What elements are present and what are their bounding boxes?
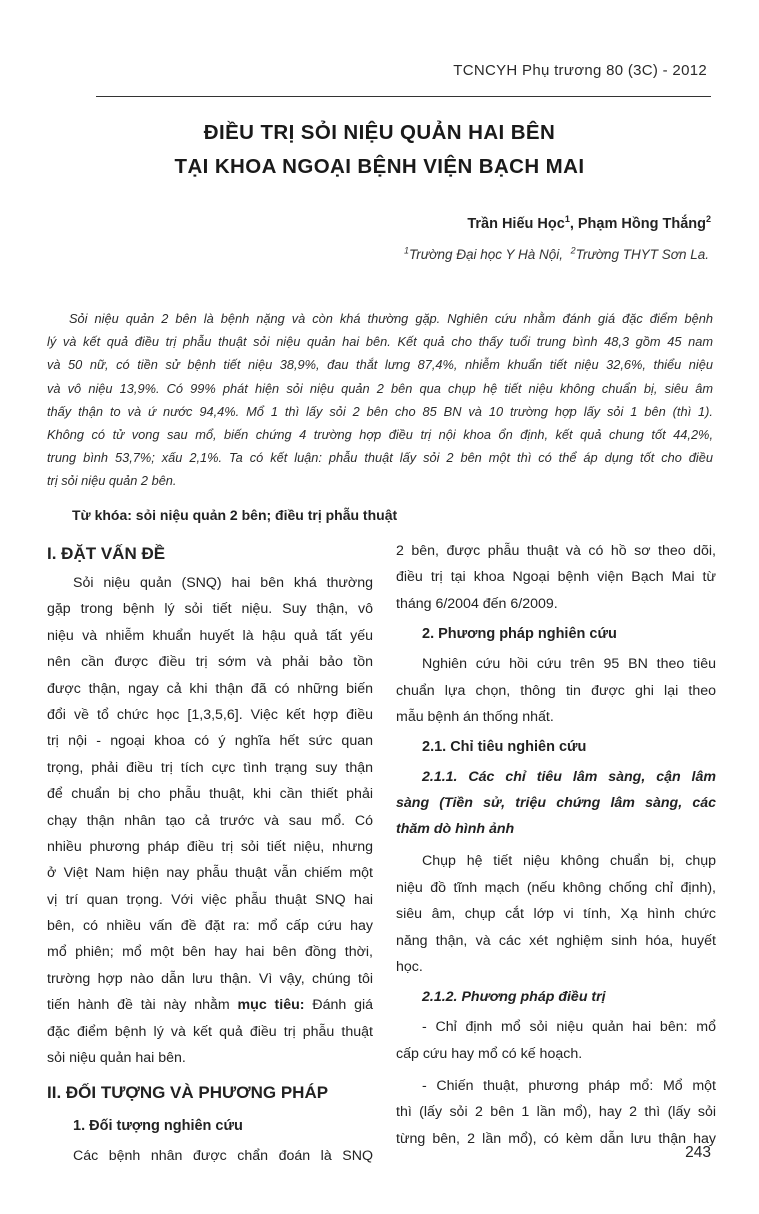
- body-line: năng thận, và các xét nghiệm sinh hóa, huyết: [396, 932, 716, 949]
- body-line: nhiều phương pháp điều trị sỏi tiết niệu, nhưng: [47, 838, 373, 855]
- left-column: [47, 538, 373, 1170]
- affil-1-sup: 1: [404, 245, 410, 256]
- affil-2: Trường THYT Sơn La.: [575, 247, 709, 262]
- body-line: điều trị tại khoa Ngoại bệnh viện Bạch Mai từ: [396, 569, 716, 586]
- abstract-line: Không có tử vong sau mổ, biến chứng 4 trường hợp điều trị nội khoa ổn định, kết quả chung tốt 44,2%,: [47, 427, 713, 443]
- subsubsection-heading-clinical: sàng (Tiền sử, triệu chứng lâm sàng, các: [396, 795, 716, 812]
- title-line-2: TẠI KHOA NGOẠI BỆNH VIỆN BẠCH MAI: [174, 155, 585, 178]
- header-rule: [96, 96, 711, 97]
- body-line: trọng, phải điều trị tích cực tình trạng suy thận: [47, 759, 373, 776]
- body-line: mẫu bệnh án thống nhất.: [396, 708, 554, 725]
- body-line: để chuẩn bị cho phẫu thuật, khi cần thiết phải: [47, 786, 373, 803]
- body-line: trường hợp nào dẫn lưu thận. Vì vậy, chúng tôi: [47, 970, 373, 987]
- author-1-sup: 1: [564, 214, 570, 225]
- page-number: 243: [685, 1144, 711, 1161]
- body-line: chạy thận nhân tạo cả trước và sau mổ. Có: [47, 812, 373, 829]
- body-line: từng bên, 2 lần mổ), có kèm dẫn lưu thận hay: [396, 1130, 716, 1147]
- body-line: gặp trong bệnh lý sỏi tiết niệu. Suy thận, vô: [47, 601, 373, 618]
- body-line: trị nội - ngoại khoa có ý nghĩa hết sức quan: [47, 733, 373, 750]
- abstract-line: Sỏi niệu quản 2 bên là bệnh nặng và còn khá thường gặp. Nghiên cứu nhằm đánh giá đặc điểm bệnh: [69, 311, 713, 326]
- title-line-1: ĐIỀU TRỊ SỎI NIỆU QUẢN HAI BÊN: [203, 121, 556, 144]
- author-2-sup: 2: [705, 214, 711, 225]
- body-line: Nghiên cứu hồi cứu trên 95 BN theo tiêu: [422, 656, 716, 673]
- abstract: [47, 307, 713, 493]
- subsubsection-heading-clinical: 2.1.1. Các chỉ tiêu lâm sàng, cận lâm: [422, 769, 716, 786]
- aim-suffix: Đánh giá: [304, 997, 374, 1014]
- subsection-heading-indicators: 2.1. Chỉ tiêu nghiên cứu: [422, 739, 587, 756]
- body-line: Các bệnh nhân được chẩn đoán là SNQ: [73, 1148, 373, 1165]
- article-title: [0, 116, 759, 184]
- body-line: mổ phiên; mổ một bên hay hai bên đồng thời,: [47, 944, 373, 961]
- abstract-line: trung bình 53,7%; xấu 2,1%. Ta có kết luận: phẫu thuật lấy sỏi 2 bên một thì có thể áp dụng tốt cho điều: [47, 450, 713, 466]
- body-line: đặc điểm bệnh lý và kết quả điều trị phẫu thuật: [47, 1023, 373, 1040]
- abstract-line: trị sỏi niệu quản 2 bên.: [47, 473, 177, 489]
- body-line: thì (lấy sỏi 2 bên 1 lần mổ), hay 2 thì (lấy sỏi: [396, 1104, 716, 1121]
- author-list: Trần Hiếu Học$^1$, Phạm Hồng Thắng$^2$: [467, 214, 711, 232]
- body-line: 2 bên, được phẫu thuật và có hồ sơ theo dõi,: [396, 543, 716, 559]
- aim-prefix: tiến hành đề tài này nhằm: [47, 997, 238, 1014]
- abstract-line: lý và kết quả điều trị phẫu thuật sỏi niệu quản hai bên. Kết quả cho thấy tuổi trung bình 48,3 gồm 45 nam: [47, 334, 713, 350]
- body-line: niệu và nhiễm khuẩn huyết là hậu quả tất yếu: [47, 627, 373, 644]
- body-line: Chụp hệ tiết niệu không chuẩn bị, chụp: [422, 853, 716, 870]
- subsubsection-heading-treatment: 2.1.2. Phương pháp điều trị: [422, 989, 606, 1006]
- abstract-line: và vô niệu 13,9%. Có 99% phát hiện sỏi niệu quản 2 bên qua chụp hệ tiết niệu không chuẩn bị, siêu âm: [47, 380, 713, 396]
- body-line: học.: [396, 958, 423, 975]
- body-line: vị trí quan trọng. Với việc phẫu thuật SNQ hai: [47, 891, 373, 908]
- body-line: tháng 6/2004 đến 6/2009.: [396, 595, 558, 612]
- running-header: TCNCYH Phụ trương 80 (3C) - 2012: [453, 62, 707, 79]
- body-line: đổi về tổ chức học [1,3,5,6]. Việc kết hợp điều: [47, 706, 373, 723]
- keywords: Từ khóa: sỏi niệu quản 2 bên; điều trị phẫu thuật: [72, 507, 398, 523]
- author-2: Phạm Hồng Thắng: [577, 216, 706, 232]
- aim-bold: mục tiêu:: [237, 997, 305, 1014]
- abstract-line: thấy thận to và ứ nước 94,4%. Mổ 1 thì lấy sỏi 2 bên cho 85 BN và 10 trường hợp lấy sỏi 1 bên (thì 1).: [47, 403, 713, 419]
- right-column: [396, 538, 716, 1152]
- body-line: siêu âm, chụp cắt lớp vi tính, Xạ hình chức: [396, 906, 716, 923]
- affiliations: [404, 247, 709, 262]
- body-line: cấp cứu hay mổ có kế hoạch.: [396, 1045, 583, 1062]
- aim-line: [47, 992, 373, 1018]
- affil-1: Trường Đại học Y Hà Nội,: [409, 247, 564, 262]
- body-line: sỏi niệu quản hai bên.: [47, 1050, 186, 1067]
- subsubsection-heading-clinical: thăm dò hình ảnh: [396, 821, 515, 838]
- body-line: bên, có nhiều vấn đề đặt ra: mổ cấp cứu hay: [47, 918, 373, 935]
- body-line: - Chiến thuật, phương pháp mổ: Mổ một: [422, 1078, 716, 1095]
- author-1: Trần Hiếu Học: [467, 216, 565, 232]
- subsection-heading-subjects: 1. Đối tượng nghiên cứu: [73, 1118, 243, 1135]
- abstract-line: và 50 nữ, có tiền sử bệnh tiết niệu 38,9%, đau thắt lưng 87,4%, nhiễm khuẩn tiết niệu 32,6%, thiểu niệu: [47, 357, 713, 373]
- section-heading-introduction: I. ĐẶT VẤN ĐỀ: [47, 544, 166, 563]
- body-line: được thận, ngay cả khi thận đã có những biến: [47, 680, 373, 697]
- body-line: chuẩn lựa chọn, thông tin được ghi lại theo: [396, 682, 716, 699]
- body-line: Sỏi niệu quản (SNQ) hai bên khá thường: [73, 575, 373, 591]
- body-line: niệu đồ tĩnh mạch (nếu không chống chỉ định),: [396, 879, 716, 896]
- body-line: ở Việt Nam hiện nay phẫu thuật vẫn chiếm một: [47, 865, 373, 882]
- body-line: nên cần được điều trị sớm và phải bảo tồn: [47, 654, 373, 671]
- section-heading-methods: II. ĐỐI TƯỢNG VÀ PHƯƠNG PHÁP: [47, 1083, 329, 1103]
- subsection-heading-methods: 2. Phương pháp nghiên cứu: [422, 626, 617, 643]
- body-line: - Chỉ định mổ sỏi niệu quản hai bên: mổ: [422, 1019, 716, 1036]
- affil-2-sup: 2: [570, 245, 576, 256]
